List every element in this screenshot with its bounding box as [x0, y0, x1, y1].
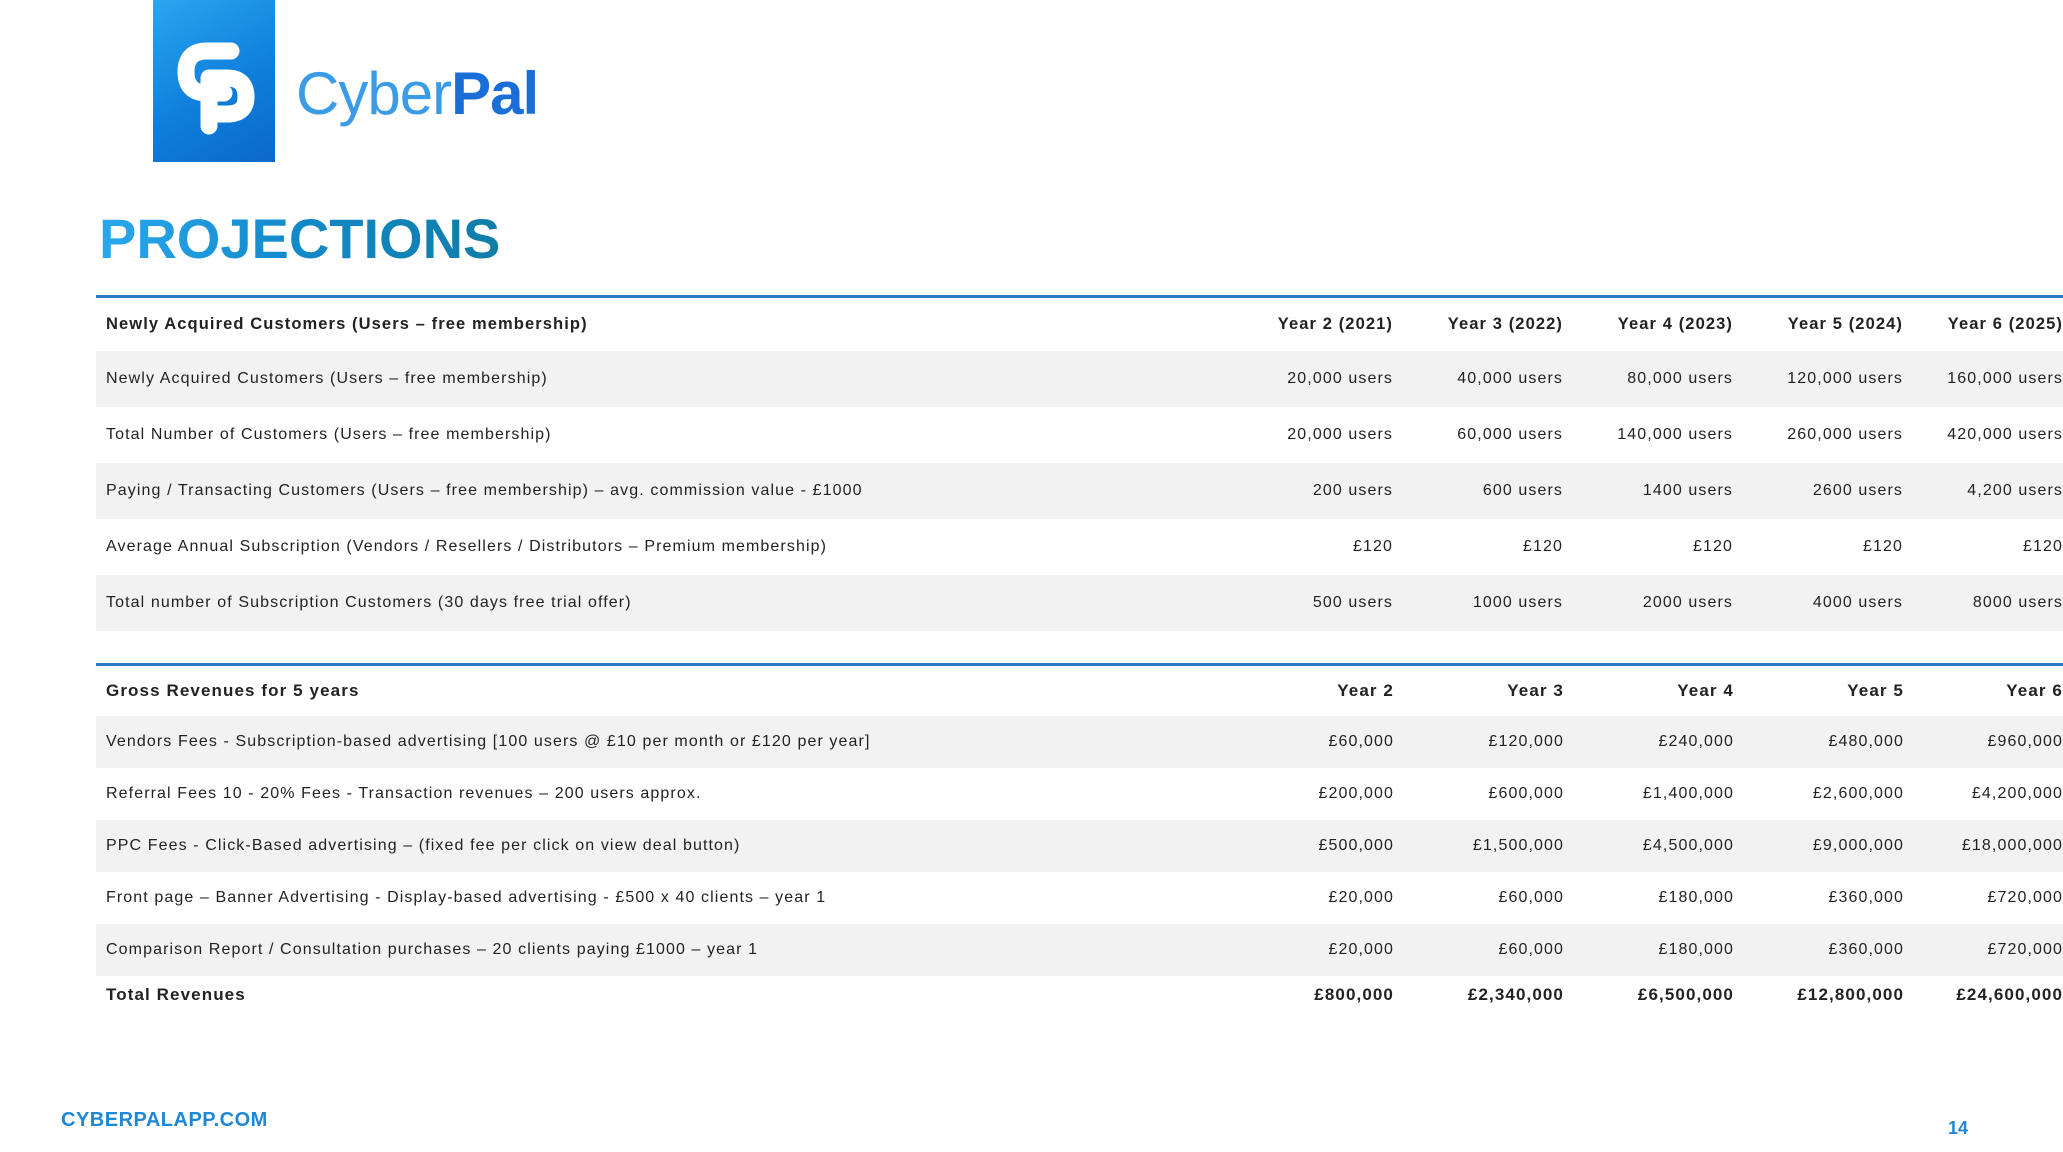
table-row [96, 820, 2063, 872]
table-cell: £180,000 [1658, 889, 1734, 906]
table-cell: £480,000 [1734, 716, 1904, 768]
row-label: PPC Fees - Click-Based advertising – (fixed fee per click on view deal button) [96, 820, 1224, 872]
total-cell: £24,600,000 [1956, 985, 2063, 1004]
row-label: Vendors Fees - Subscription-based advertising [100 users @ £10 per month or £120 per year] [96, 716, 1224, 768]
table-header-cell: Year 2 [1337, 681, 1394, 700]
table-cell: 260,000 users [1787, 426, 1903, 443]
table-header-cell: Year 5 [1847, 681, 1904, 700]
table-row [96, 351, 2063, 407]
table-cell: £500,000 [1224, 820, 1394, 872]
table-cell: 200 users [1223, 463, 1393, 519]
table-cell: 20,000 users [1223, 351, 1393, 407]
table-cell: £240,000 [1564, 716, 1734, 768]
table-cell: £720,000 [1987, 889, 2063, 906]
total-cell: £800,000 [1314, 985, 1394, 1004]
table-header-cell: Newly Acquired Customers (Users – free membership) [106, 315, 588, 333]
customers-table [96, 295, 2063, 631]
table-cell: £20,000 [1224, 924, 1394, 976]
row-label: Paying / Transacting Customers (Users – free membership) – avg. commission value - £1000 [96, 463, 1223, 519]
table-cell: 160,000 users [1903, 351, 2063, 407]
table-header-cell: Year 5 (2024) [1787, 315, 1903, 333]
table-cell: 120,000 users [1733, 351, 1903, 407]
table-cell: £120 [2023, 538, 2063, 555]
table-header-cell: Year 3 [1507, 681, 1564, 700]
table-cell: £60,000 [1498, 889, 1564, 906]
brand-name-part2: Pal [451, 60, 539, 127]
table-cell: £120 [1523, 538, 1563, 555]
row-label: Referral Fees 10 - 20% Fees - Transaction revenues – 200 users approx. [106, 785, 702, 802]
row-label: Front page – Banner Advertising - Display-based advertising - £500 x 40 clients – year 1 [106, 889, 827, 906]
table-cell: £360,000 [1734, 924, 1904, 976]
table-row [96, 407, 2063, 463]
table-cell: 1000 users [1393, 575, 1563, 631]
total-cell: £6,500,000 [1637, 985, 1734, 1004]
table-cell: £20,000 [1328, 889, 1394, 906]
table-cell: £60,000 [1224, 716, 1394, 768]
page-title: PROJECTIONS [99, 203, 500, 275]
table-cell: £2,600,000 [1812, 785, 1904, 802]
table-row [96, 716, 2063, 768]
row-label: Total Number of Customers (Users – free membership) [106, 426, 552, 443]
table-header-cell: Year 2 (2021) [1277, 315, 1393, 333]
table-row [96, 872, 2063, 924]
total-row [96, 976, 2063, 1014]
table-cell: £120 [1863, 538, 1903, 555]
logo-tile [153, 0, 275, 162]
table-cell: 20,000 users [1287, 426, 1393, 443]
table-cell: £1,400,000 [1642, 785, 1734, 802]
table-cell: 600 users [1393, 463, 1563, 519]
table-cell: 4000 users [1733, 575, 1903, 631]
page-number: 14 [1947, 1118, 1968, 1138]
table-header-cell: Year 6 (2025) [1947, 315, 2063, 333]
table-header-cell: Year 4 (2023) [1617, 315, 1733, 333]
brand-name-part1: Cyber [296, 60, 452, 127]
table-cell: £180,000 [1564, 924, 1734, 976]
table-cell: 140,000 users [1617, 426, 1733, 443]
footer-url: CYBERPALAPP.COM [61, 1109, 268, 1131]
brand-wordmark [296, 58, 538, 130]
table-row [96, 463, 2063, 519]
table-cell: 2600 users [1733, 463, 1903, 519]
table-cell: £4,200,000 [1971, 785, 2063, 802]
table-cell: £600,000 [1488, 785, 1564, 802]
table-cell: 60,000 users [1457, 426, 1563, 443]
table-header-row [96, 665, 2063, 717]
total-cell: £2,340,000 [1467, 985, 1564, 1004]
table-cell: 8000 users [1903, 575, 2063, 631]
table-header-cell: Gross Revenues for 5 years [106, 681, 360, 700]
table-header-cell: Year 6 [2006, 681, 2063, 700]
table-row [96, 519, 2063, 575]
table-cell: £4,500,000 [1564, 820, 1734, 872]
table-cell: £120 [1353, 538, 1393, 555]
total-label: Total Revenues [106, 985, 246, 1004]
table-cell: £960,000 [1904, 716, 2063, 768]
table-header-row [96, 297, 2063, 352]
row-label: Newly Acquired Customers (Users – free membership) [96, 351, 1223, 407]
table-cell: £9,000,000 [1734, 820, 1904, 872]
revenue-table [96, 663, 2063, 1014]
table-cell: 80,000 users [1563, 351, 1733, 407]
table-cell: £720,000 [1904, 924, 2063, 976]
table-cell: 4,200 users [1903, 463, 2063, 519]
table-cell: £360,000 [1828, 889, 1904, 906]
row-label: Comparison Report / Consultation purchases – 20 clients paying £1000 – year 1 [96, 924, 1224, 976]
table-row [96, 768, 2063, 820]
cp-monogram-icon [153, 0, 275, 162]
table-cell: £1,500,000 [1394, 820, 1564, 872]
table-header-cell: Year 3 (2022) [1447, 315, 1563, 333]
table-cell: 420,000 users [1947, 426, 2063, 443]
total-cell: £12,800,000 [1797, 985, 1904, 1004]
row-label: Total number of Subscription Customers (30 days free trial offer) [96, 575, 1223, 631]
table-row [96, 924, 2063, 976]
table-cell: £120 [1693, 538, 1733, 555]
table-cell: 40,000 users [1393, 351, 1563, 407]
table-cell: £18,000,000 [1904, 820, 2063, 872]
table-row [96, 575, 2063, 631]
table-cell: 500 users [1223, 575, 1393, 631]
table-header-cell: Year 4 [1677, 681, 1734, 700]
table-cell: £60,000 [1394, 924, 1564, 976]
table-cell: 1400 users [1563, 463, 1733, 519]
row-label: Average Annual Subscription (Vendors / Resellers / Distributors – Premium membership) [106, 538, 828, 555]
table-cell: £200,000 [1318, 785, 1394, 802]
table-cell: £120,000 [1394, 716, 1564, 768]
table-cell: 2000 users [1563, 575, 1733, 631]
